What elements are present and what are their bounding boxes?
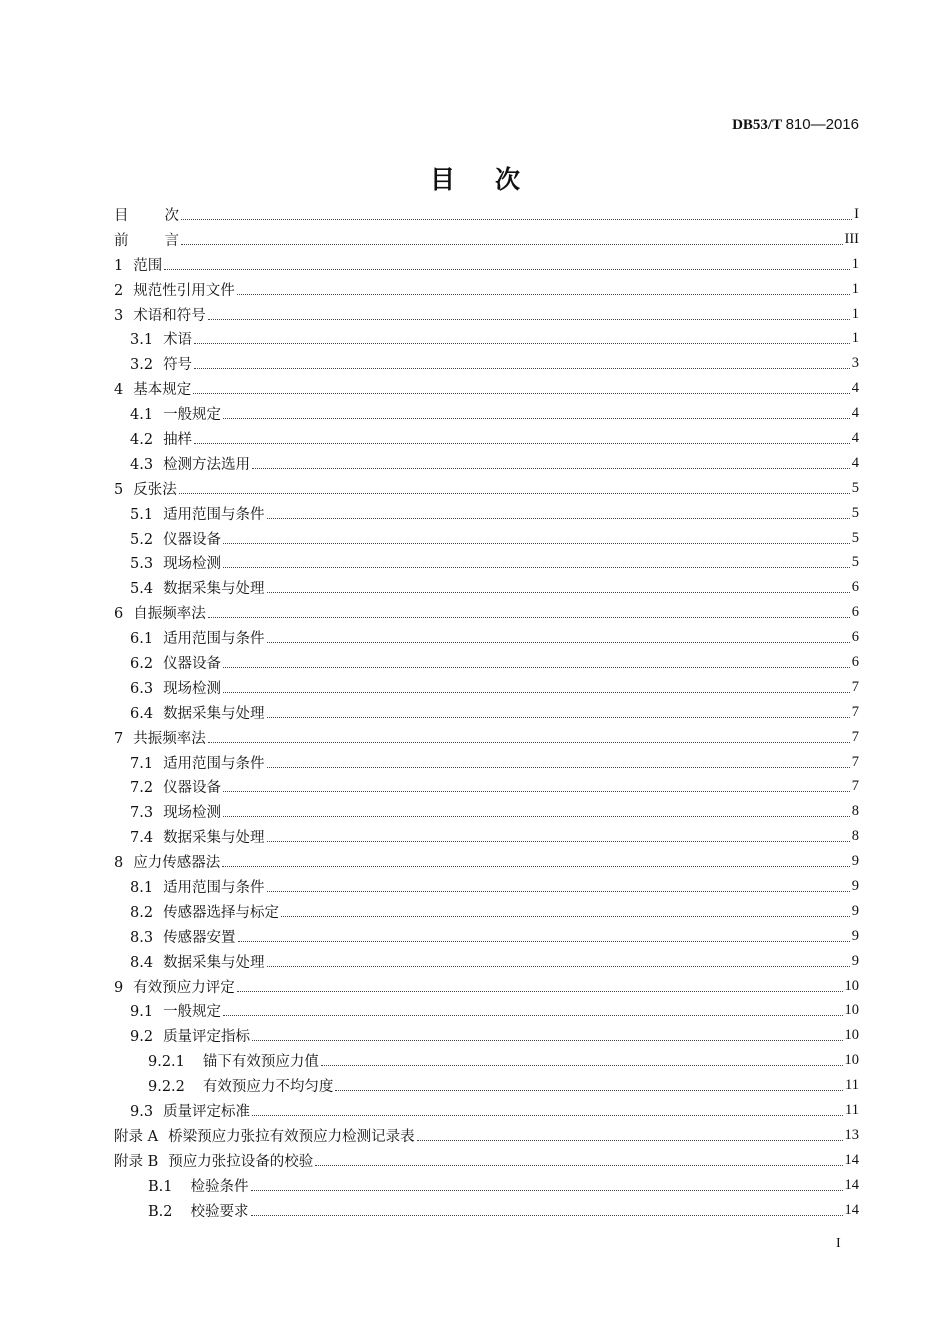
toc-entry[interactable] [114,750,859,775]
toc-entry-label [130,1100,250,1121]
toc-entry-label [114,1125,415,1146]
toc-entry[interactable] [114,1048,859,1073]
toc-leader-dots [267,592,850,593]
toc-entry-label [130,801,221,822]
toc-entry-text: 范围 [133,257,163,274]
toc-entry-label [130,776,221,797]
toc-leader-dots [223,543,850,544]
toc-entry-page: I [854,205,859,222]
toc-leader-dots [237,991,843,992]
toc-leader-dots [251,1215,843,1216]
toc-entry[interactable] [114,1198,859,1223]
toc-entry[interactable] [114,625,859,650]
toc-leader-dots [267,642,850,643]
toc-entry[interactable] [114,999,859,1024]
toc-leader-dots [223,667,850,668]
toc-entry[interactable] [114,302,859,327]
toc-entry-number: 前 [114,232,129,249]
toc-leader-dots [194,368,850,369]
toc-leader-dots [267,841,850,842]
toc-entry[interactable] [114,351,859,376]
toc-leader-dots [252,1115,843,1116]
toc-entry-page: 9 [851,853,859,870]
toc-entry-text: 锚下有效预应力值 [202,1054,319,1071]
toc-entry-text: 适用范围与条件 [163,879,265,896]
toc-entry-text: 一般规定 [163,407,222,424]
toc-entry-label [130,876,265,897]
toc-entry-text: 言 [164,232,179,249]
toc-entry-number: 6.2 [130,655,154,672]
toc-entry[interactable] [114,426,859,451]
toc-entry-page: 6 [851,653,859,670]
toc-entry-page: 9 [851,927,859,944]
toc-entry-label [114,254,162,275]
toc-entry-number: 7.2 [130,780,154,797]
toc-leader-dots [193,393,850,394]
toc-entry-label [130,328,192,349]
toc-entry[interactable] [114,725,859,750]
toc-leader-dots [164,269,850,270]
toc-entry-label [114,279,235,300]
toc-entry-number: 4.1 [130,407,154,424]
toc-entry-number: 9.1 [130,1004,154,1021]
toc-entry-page: 7 [851,753,859,770]
toc-leader-dots [223,1015,842,1016]
toc-entry-text: 仪器设备 [163,780,222,797]
toc-entry-label [130,1025,250,1046]
toc-entry-page: 6 [851,629,859,646]
toc-entry[interactable] [114,1123,859,1148]
toc-entry-number: 5.4 [130,581,154,598]
toc-entry-text: 传感器选择与标定 [163,904,280,921]
toc-entry-text: 质量评定标准 [163,1104,251,1120]
toc-entry-page: 5 [851,479,859,496]
toc-leader-dots [252,468,850,469]
toc-entry-text: 数据采集与处理 [163,830,265,847]
toc-entry-label [130,826,265,847]
toc-entry-label [114,229,179,250]
toc-entry-text: 一般规定 [163,1004,222,1021]
toc-entry-number: 8.3 [130,929,154,946]
toc-entry-number: 4 [114,382,124,399]
toc-entry-text: 仪器设备 [163,531,222,548]
toc-entry-label [130,503,265,524]
toc-entry-label [114,304,206,325]
page-number: I [836,1236,841,1251]
toc-entry-text: 有效预应力不均匀度 [202,1079,334,1096]
toc-entry-text: 传感器安置 [163,929,236,946]
toc-entry-number: 9.3 [130,1104,154,1120]
toc-entry-label [148,1200,249,1221]
toc-entry-text: 应力传感器法 [133,855,221,872]
toc-leader-dots [223,567,850,568]
toc-entry-page: III [844,230,859,247]
toc-entry-number: 9.2.2 [148,1079,185,1096]
toc-entry-text: 数据采集与处理 [163,581,265,598]
toc-entry-text: 自振频率法 [133,606,206,623]
toc-entry-number: 8.2 [130,904,154,921]
toc-entry-number: 8.4 [130,954,154,971]
toc-entry-page: 4 [851,405,859,422]
toc-entry-page: 14 [844,1151,859,1168]
toc-entry-number: 3.1 [130,332,154,349]
toc-entry[interactable] [114,799,859,824]
toc-entry-number: 4.3 [130,456,154,473]
toc-entry[interactable] [114,600,859,625]
toc-leader-dots [267,966,850,967]
toc-entry-page: 4 [851,454,859,471]
document-code-prefix: DB53/T [732,117,782,133]
toc-leader-dots [238,941,850,942]
toc-entry-label [130,627,265,648]
toc-entry-page: 1 [851,255,859,272]
toc-entry-page: 7 [851,703,859,720]
toc-entry[interactable] [114,874,859,899]
toc-entry-page: 3 [851,355,859,372]
toc-entry-page: 9 [851,952,859,969]
toc-entry-label [114,1150,313,1171]
toc-entry-number: 3 [114,307,124,324]
toc-entry-number: 9 [114,979,124,996]
toc-entry-page: 10 [844,1002,859,1019]
toc-entry-page: 7 [851,728,859,745]
toc-entry[interactable] [114,376,859,401]
toc-entry-number: B.1 [148,1178,173,1195]
toc-entry[interactable] [114,1023,859,1048]
toc-entry-label [114,602,206,623]
toc-entry-text: 预应力张拉设备的校验 [168,1153,314,1170]
toc-entry[interactable] [114,252,859,277]
toc-leader-dots [267,518,850,519]
toc-leader-dots [251,1190,843,1191]
toc-leader-dots [267,717,850,718]
page-title: 目次 [429,165,560,194]
toc-entry-text: 数据采集与处理 [163,705,265,722]
toc-entry-text: 适用范围与条件 [163,506,265,523]
toc-entry[interactable] [114,401,859,426]
toc-entry[interactable] [114,949,859,974]
toc-leader-dots [267,891,850,892]
toc-entry[interactable] [114,924,859,949]
toc-leader-dots [281,916,850,917]
toc-entry[interactable] [114,824,859,849]
toc-entry[interactable] [114,1148,859,1173]
toc-entry[interactable] [114,575,859,600]
toc-entry-text: 抽样 [163,431,193,448]
document-code-number: 810—2016 [785,116,859,133]
toc-entry[interactable] [114,202,859,227]
toc-entry-label [148,1175,249,1196]
toc-entry[interactable] [114,650,859,675]
toc-entry-number: B.2 [148,1203,173,1220]
toc-entry[interactable] [114,1098,859,1123]
toc-entry-text: 检验条件 [190,1178,249,1195]
toc-entry[interactable] [114,849,859,874]
toc-entry-label [130,353,192,374]
toc-entry-page: 10 [844,1052,859,1069]
toc-entry-text: 数据采集与处理 [163,954,265,971]
toc-entry-label [130,652,221,673]
toc-entry[interactable] [114,1173,859,1198]
toc-entry-label [114,478,177,499]
toc-entry-label [130,403,221,424]
toc-entry-number: 2 [114,282,124,299]
toc-entry-page: 1 [851,280,859,297]
toc-entry-text: 基本规定 [133,382,192,399]
toc-entry[interactable] [114,1073,859,1098]
toc-entry-page: 5 [851,529,859,546]
toc-entry-label [114,976,235,997]
toc-leader-dots [181,219,852,220]
toc-entry-text: 仪器设备 [163,655,222,672]
toc-entry[interactable] [114,774,859,799]
toc-entry-number: 6.4 [130,705,154,722]
toc-entry-page: 9 [851,877,859,894]
toc-entry-label [148,1075,333,1096]
toc-leader-dots [194,343,850,344]
toc-entry-text: 质量评定指标 [163,1029,251,1046]
toc-entry-text: 校验要求 [190,1203,249,1220]
toc-entry-number: 9.2 [130,1029,154,1046]
toc-entry-page: 4 [851,429,859,446]
toc-entry-page: 4 [851,380,859,397]
toc-entry-page: 1 [851,330,859,347]
toc-entry[interactable] [114,501,859,526]
toc-entry-label [130,577,265,598]
toc-leader-dots [194,443,850,444]
toc-entry-page: 10 [844,977,859,994]
toc-entry-number: 7.4 [130,830,154,847]
toc-entry-label [130,1000,221,1021]
toc-entry[interactable] [114,675,859,700]
toc-entry-text: 规范性引用文件 [133,282,235,299]
toc-entry-page: 14 [844,1176,859,1193]
toc-leader-dots [267,767,850,768]
toc-entry-text: 桥梁预应力张拉有效预应力检测记录表 [168,1128,415,1145]
toc-entry-text: 术语和符号 [133,307,206,324]
toc-entry[interactable] [114,451,859,476]
toc-entry-label [130,552,221,573]
toc-entry-number: 5.2 [130,531,154,548]
toc-entry-number: 8.1 [130,879,154,896]
toc-leader-dots [237,294,850,295]
toc-entry-text: 术语 [163,332,193,349]
toc-entry-page: 6 [851,579,859,596]
toc-leader-dots [223,418,850,419]
toc-entry-number: 5.3 [130,556,154,573]
toc-entry-number: 附录 A [114,1128,159,1145]
toc-leader-dots [208,742,850,743]
toc-entry-page: 5 [851,504,859,521]
toc-entry-number: 5 [114,481,124,498]
toc-entry[interactable] [114,526,859,551]
toc-entry-page: 5 [851,554,859,571]
toc-entry-number: 目 [114,207,129,224]
toc-entry[interactable] [114,899,859,924]
toc-entry-text: 符号 [163,357,193,374]
toc-entry-page: 10 [844,1027,859,1044]
toc-entry-number: 附录 B [114,1153,159,1170]
toc-entry-text: 共振频率法 [133,730,206,747]
toc-entry-page: 8 [851,828,859,845]
toc-entry-text: 反张法 [133,481,177,498]
toc-entry-text: 检测方法选用 [163,456,251,473]
toc-entry-label [114,204,179,225]
toc-entry-text: 现场检测 [163,556,222,573]
toc-entry-number: 4.2 [130,431,154,448]
toc-entry-number: 8 [114,855,124,872]
toc-entry-number: 7.3 [130,805,154,822]
toc-leader-dots [179,493,850,494]
toc-entry-number: 5.1 [130,506,154,523]
toc-leader-dots [417,1140,843,1141]
toc-entry-page: 1 [851,305,859,322]
toc-entry-label [130,926,236,947]
toc-entry-label [130,951,265,972]
toc-entry-text: 次 [164,207,179,224]
toc-entry-number: 9.2.1 [148,1054,185,1071]
toc-entry-page: 7 [851,678,859,695]
toc-entry[interactable] [114,277,859,302]
toc-entry-number: 6.1 [130,631,154,648]
toc-entry-number: 7.1 [130,755,154,772]
toc-entry[interactable] [114,974,859,999]
toc-leader-dots [181,244,843,245]
toc-entry-number: 7 [114,730,124,747]
toc-leader-dots [223,692,850,693]
toc-entry-page: 11 [845,1077,859,1094]
toc-entry[interactable] [114,326,859,351]
toc-entry-number: 6.3 [130,680,154,697]
toc-entry-page: 9 [851,902,859,919]
toc-leader-dots [321,1065,843,1066]
toc-entry-label [130,528,221,549]
toc-entry-page: 13 [844,1126,859,1143]
document-code [732,116,859,134]
toc-entry-page: 7 [851,778,859,795]
toc-entry-text: 现场检测 [163,680,222,697]
toc-leader-dots [208,617,850,618]
toc-leader-dots [335,1090,843,1091]
toc-entry-number: 3.2 [130,357,154,374]
toc-entry[interactable] [114,700,859,725]
toc-entry-page: 14 [844,1201,859,1218]
toc-leader-dots [223,791,850,792]
toc-entry-number: 1 [114,257,124,274]
toc-entry-label [114,378,191,399]
toc-leader-dots [315,1165,842,1166]
toc-entry[interactable] [114,227,859,252]
toc-leader-dots [222,866,850,867]
toc-entry-label [130,677,221,698]
toc-leader-dots [252,1040,842,1041]
toc-entry-page: 6 [851,604,859,621]
toc-entry-label [130,428,192,449]
toc-entry-page: 8 [851,803,859,820]
toc-entry-text: 有效预应力评定 [133,979,235,996]
toc-entry-label [130,702,265,723]
toc-entry-text: 适用范围与条件 [163,755,265,772]
toc-entry-text: 适用范围与条件 [163,631,265,648]
toc-entry-page: 11 [845,1102,859,1118]
table-of-contents [114,202,859,1223]
toc-leader-dots [208,319,850,320]
toc-entry-label [148,1050,319,1071]
toc-entry-text: 现场检测 [163,805,222,822]
toc-entry[interactable] [114,550,859,575]
toc-leader-dots [223,816,850,817]
toc-entry-label [114,727,206,748]
toc-entry-number: 6 [114,606,124,623]
toc-entry-label [130,901,279,922]
toc-entry-label [130,453,250,474]
toc-entry-label [114,851,220,872]
toc-entry-label [130,752,265,773]
toc-entry[interactable] [114,476,859,501]
